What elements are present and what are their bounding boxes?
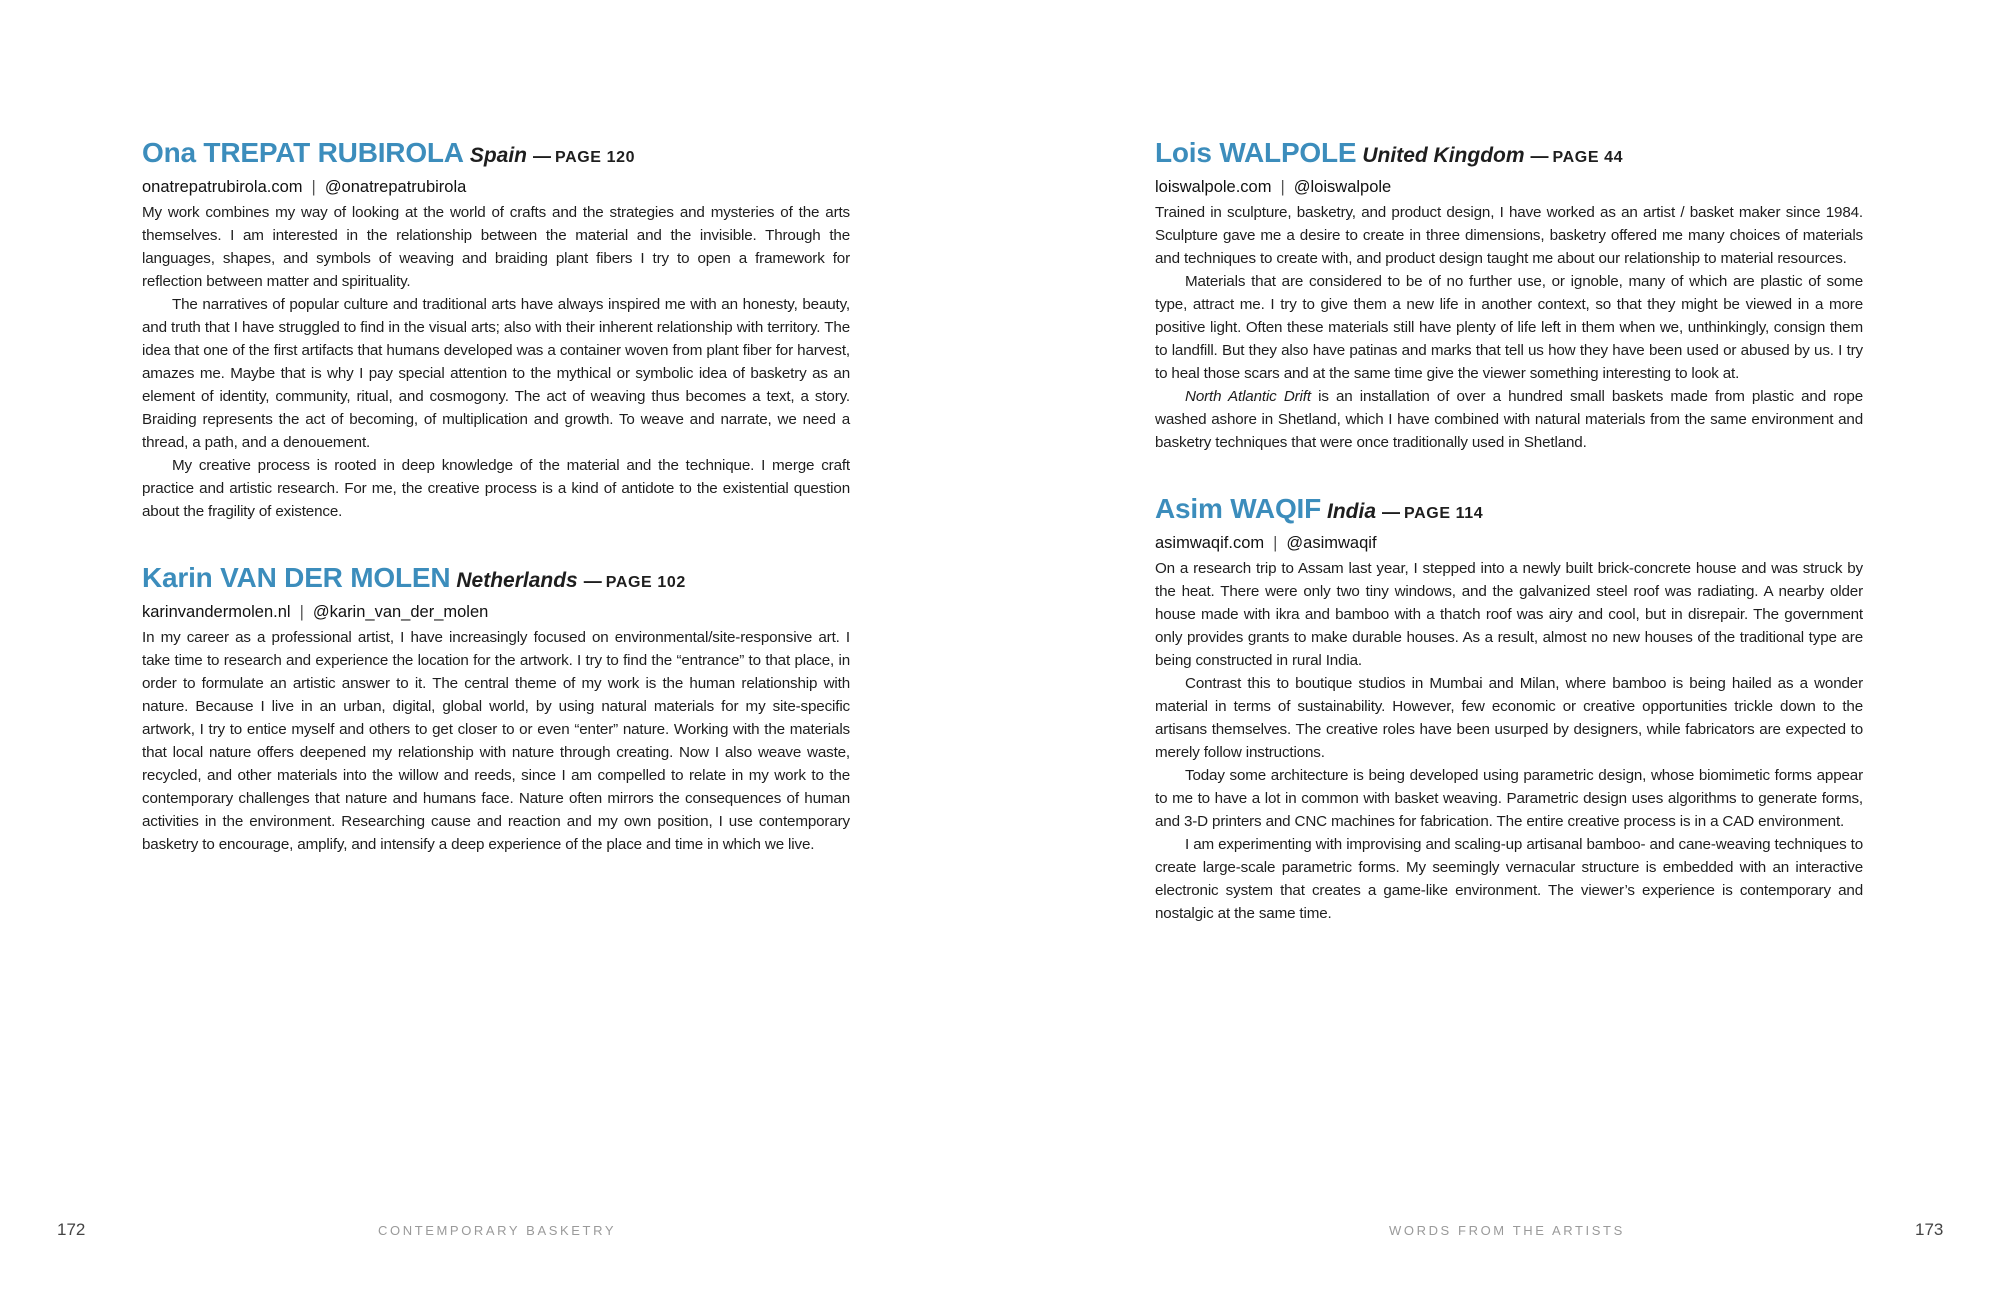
statement-paragraph: I am experimenting with improvising and scaling-up artisanal bamboo- and cane-weaving techniques to create large-scale parametric forms. My seemingly vernacular structure is embedded with an interactive electronic system that creates a game-like environment. The viewer’s experience is contemporary and nostalgic at the same time.: [1155, 836, 1863, 922]
artist-links: [1155, 532, 1863, 554]
page-number: 173: [1915, 1220, 1944, 1239]
right-column: [1155, 136, 1863, 925]
artist-handle: @onatrepatrubirola: [324, 178, 467, 196]
artist-website: asimwaqif.com: [1155, 534, 1265, 552]
statement-paragraph: In my career as a professional artist, I have increasingly focused on environmental/site-responsive art. I take time to research and experience the location for the artwork. I try to find the “entrance” to that place, in order to formulate an artistic answer to it. The central theme of my work is the human relationship with nature. Because I live in an urban, digital, global world, by using natural materials for my site-specific artwork, I try to entice myself and others to get closer to or even “enter” nature. Working with the materials that local nature offers deepened my relationship with nature through creating. Now I also weave waste, recycled, and other materials into the willow and reeds, since I am compelled to relate in my work to the contemporary challenges that nature and humans face. Nature often mirrors the consequences of human activities in the environment. Researching cause and reaction and my own position, I use contemporary basketry to encourage, amplify, and intensify a deep experience of the place and time in which we live.: [142, 629, 850, 853]
statement-paragraph: My creative process is rooted in deep knowledge of the material and the technique. I merge craft practice and artistic research. For me, the creative process is a kind of antidote to the existential question about the fragility of existence.: [142, 457, 850, 520]
heading-dash: —: [533, 146, 552, 166]
artist-links: [1155, 176, 1863, 198]
page-reference: PAGE 44: [1552, 149, 1624, 166]
link-separator: |: [299, 603, 304, 621]
artist-website: onatrepatrubirola.com: [142, 178, 303, 196]
heading-dash: —: [1530, 146, 1549, 166]
entry-heading: [142, 561, 850, 600]
artist-country: India: [1327, 500, 1377, 523]
artist-handle: @karin_van_der_molen: [312, 603, 489, 621]
artist-links: [142, 601, 850, 623]
statement-paragraph: My work combines my way of looking at the world of crafts and the strategies and mysteries of the arts themselves. I am interested in the relationship between the material and the invisible. Through the languages, shapes, and symbols of weaving and braiding plant fibers I try to open a framework for reflection between matter and spirituality.: [142, 204, 850, 290]
left-column: [142, 136, 850, 856]
statement-text: is an installation of over a hundred small baskets made from plastic and rope washed ashore in Shetland, which I have combined with natural materials from the same environment and basketry techniques that were once traditionally used in Shetland.: [1155, 388, 1863, 451]
page-reference: PAGE 114: [1404, 505, 1484, 522]
artist-entry-trepat-rubirola: [142, 136, 850, 523]
link-separator: |: [1280, 178, 1285, 196]
running-head: WORDS FROM THE ARTISTS: [1389, 1223, 1625, 1238]
page-number: 172: [57, 1220, 86, 1239]
page-reference: PAGE 102: [605, 574, 686, 591]
heading-dash: —: [583, 571, 602, 591]
link-separator: |: [311, 178, 316, 196]
statement-paragraph: On a research trip to Assam last year, I stepped into a newly built brick-concrete house and was struck by the heat. There were only two tiny windows, and the galvanized steel roof was radiating. A nearby older house made with ikra and bamboo with a thatch roof was airy and cool, but in disrepair. The government only provides grants to make durable houses. As a result, almost no new houses of the traditional type are being constructed in rural India.: [1155, 560, 1863, 669]
statement-paragraph: [1155, 385, 1863, 454]
statement-paragraph: Today some architecture is being developed using parametric design, whose biomimetic forms appear to me to have a lot in common with basket weaving. Parametric design uses algorithms to generate forms, and 3-D printers and CNC machines for fabrication. The entire creative process is in a CAD environment.: [1155, 767, 1863, 830]
artist-statement: [1155, 557, 1863, 925]
artist-name: Asim WAQIF: [1155, 493, 1322, 524]
right-page: [1000, 0, 2000, 1294]
artist-name: Lois WALPOLE: [1155, 137, 1357, 168]
running-head: CONTEMPORARY BASKETRY: [378, 1223, 617, 1238]
artist-handle: @asimwaqif: [1286, 534, 1377, 552]
artist-country: United Kingdom: [1362, 144, 1525, 167]
artist-statement: [1155, 201, 1863, 454]
artist-statement: [142, 201, 850, 523]
artist-links: [142, 176, 850, 198]
artist-handle: @loiswalpole: [1293, 178, 1392, 196]
artist-name: Karin VAN DER MOLEN: [142, 562, 451, 593]
artist-country: Netherlands: [456, 569, 578, 592]
statement-paragraph: The narratives of popular culture and traditional arts have always inspired me with an honesty, beauty, and truth that I have struggled to find in the visual arts; also with their inherent relationship with territory. The idea that one of the first artifacts that humans developed was a container woven from plant fiber for harvest, amazes me. Maybe that is why I pay special attention to the mythical or symbolic idea of basketry as an element of identity, community, ritual, and cosmogony. The act of weaving thus becomes a text, a story. Braiding represents the act of becoming, of multiplication and growth. To weave and narrate, we need a thread, a path, and a denouement.: [142, 296, 850, 451]
heading-dash: —: [1382, 502, 1401, 522]
entry-heading: [1155, 136, 1863, 175]
entry-heading: [1155, 492, 1863, 531]
entry-heading: [142, 136, 850, 175]
artist-country: Spain: [469, 144, 528, 167]
artist-entry-van-der-molen: [142, 561, 850, 856]
artist-website: loiswalpole.com: [1155, 178, 1272, 196]
page-reference: PAGE 120: [555, 149, 636, 166]
artwork-title: North Atlantic Drift: [1185, 388, 1311, 405]
artist-entry-waqif: [1155, 492, 1863, 925]
artist-entry-walpole: [1155, 136, 1863, 454]
artist-statement: [142, 626, 850, 856]
artist-website: karinvandermolen.nl: [142, 603, 291, 621]
statement-paragraph: Contrast this to boutique studios in Mumbai and Milan, where bamboo is being hailed as a wonder material in terms of sustainability. However, few economic or creative opportunities trickle down to the artisans themselves. The creative roles have been usurped by designers, while fabricators are expected to merely follow instructions.: [1155, 675, 1863, 761]
statement-paragraph: Trained in sculpture, basketry, and product design, I have worked as an artist / basket maker since 1984. Sculpture gave me a desire to create in three dimensions, basketry offered me many choices of materials and techniques to create with, and product design taught me about our relationship to material resources.: [1155, 204, 1863, 267]
link-separator: |: [1273, 534, 1278, 552]
statement-paragraph: Materials that are considered to be of no further use, or ignoble, many of which are plastic of some type, attract me. I try to give them a new life in another context, so that they might be viewed in a more positive light. Often these materials still have plenty of life left in them when we, unthinkingly, consign them to landfill. But they also have patinas and marks that tell us how they have been used or abused by us. I try to heal those scars and at the same time give the viewer something interesting to look at.: [1155, 273, 1863, 382]
artist-name: Ona TREPAT RUBIROLA: [142, 137, 464, 168]
